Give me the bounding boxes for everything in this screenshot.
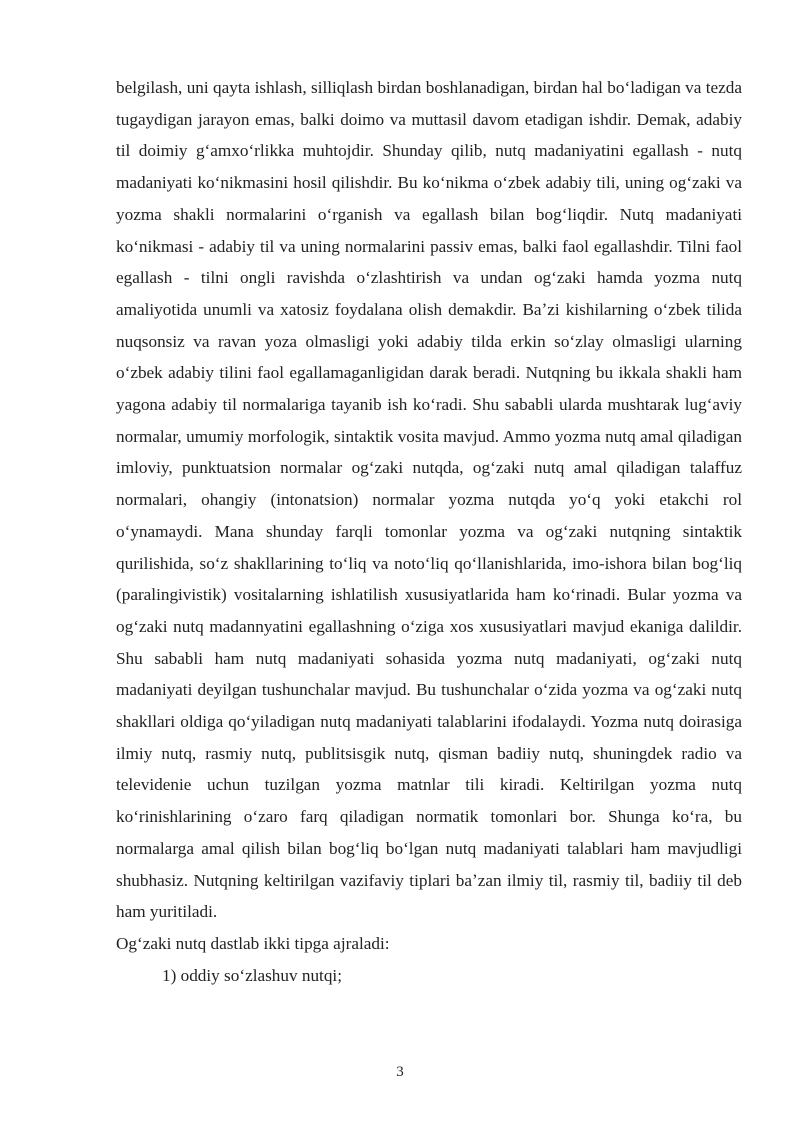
- body-paragraph-intro: Ogʻzaki nutq dastlab ikki tipga ajraladi:: [116, 933, 390, 953]
- document-body: [116, 72, 742, 991]
- list-item: 1) oddiy soʻzlashuv nutqi;: [162, 965, 342, 985]
- body-paragraph: belgilash, uni qayta ishlash, silliqlash birdan boshlanadigan, birdan hal boʻladigan va tezda tugaydigan jarayon emas, balki doimo va muttasil davom etadigan ishdir. Demak, adabiy til doimiy gʻamxoʻrlikka muhtojdir. Shunday qilib, nutq madaniyatini egallash - nutq madaniyati koʻnikmasini hosil qilishdir. Bu koʻnikma oʻzbek adabiy tili, uning ogʻzaki va yozma shakli normalarini oʻrganish va egallash bilan bogʻliqdir. Nutq madaniyati koʻnikmasi - adabiy til va uning normalarini passiv emas, balki faol egallashdir. Tilni faol egallash - tilni ongli ravishda oʻzlashtirish va undan ogʻzaki hamda yozma nutq amaliyotida unumli va xatosiz foydalana olish demakdir. Baʼzi kishilarning oʻzbek tilida nuqsonsiz va ravan yoza olmasligi yoki adabiy tilda erkin soʻzlay olmasligi ularning oʻzbek adabiy tilini faol egallamaganligidan darak beradi. Nutqning bu ikkala shakli ham yagona adabiy til normalariga tayanib ish koʻradi. Shu sababli ularda mushtarak lugʻaviy normalar, umumiy morfologik, sintaktik vosita mavjud. Ammo yozma nutq amal qiladigan imloviy, punktuatsion normalar ogʻzaki nutqda, ogʻzaki nutq amal qiladigan talaffuz normalari, ohangiy (intonatsion) normalar yozma nutqda yoʻq yoki etakchi rol oʻynamaydi. Mana shunday farqli tomonlar yozma va ogʻzaki nutqning sintaktik qurilishida, soʻz shakllarining toʻliq va notoʻliq qoʻllanishlarida, imo-ishora bilan bogʻliq (paralingivistik) vositalarning ishlatilish xususiyatlarida ham koʻrinadi. Bular yozma va ogʻzaki nutq madannyatini egallashning oʻziga xos xususiyatlari mavjud ekaniga dalildir. Shu sababli ham nutq madaniyati sohasida yozma nutq madaniyati, ogʻzaki nutq madaniyati deyilgan tushunchalar mavjud. Bu tushunchalar oʻzida yozma va ogʻzaki nutq shakllari oldiga qoʻyiladigan nutq madaniyati talablarini ifodalaydi. Yozma nutq doirasiga ilmiy nutq, rasmiy nutq, publitsisgik nutq, qisman badiiy nutq, shuningdek radio va televidenie uchun tuzilgan yozma matnlar tili kiradi. Keltirilgan yozma nutq koʻrinishlarining oʻzaro farq qiladigan normatik tomonlari bor. Shunga koʻra, bu normalarga amal qilish bilan bogʻliq boʻlgan nutq madaniyati talablari ham mavjudligi shubhasiz. Nutqning keltirilgan vazifaviy tiplari baʼzan ilmiy til, rasmiy til, badiiy til deb ham yuritiladi.: [116, 78, 742, 922]
- page-number: 3: [396, 1064, 404, 1080]
